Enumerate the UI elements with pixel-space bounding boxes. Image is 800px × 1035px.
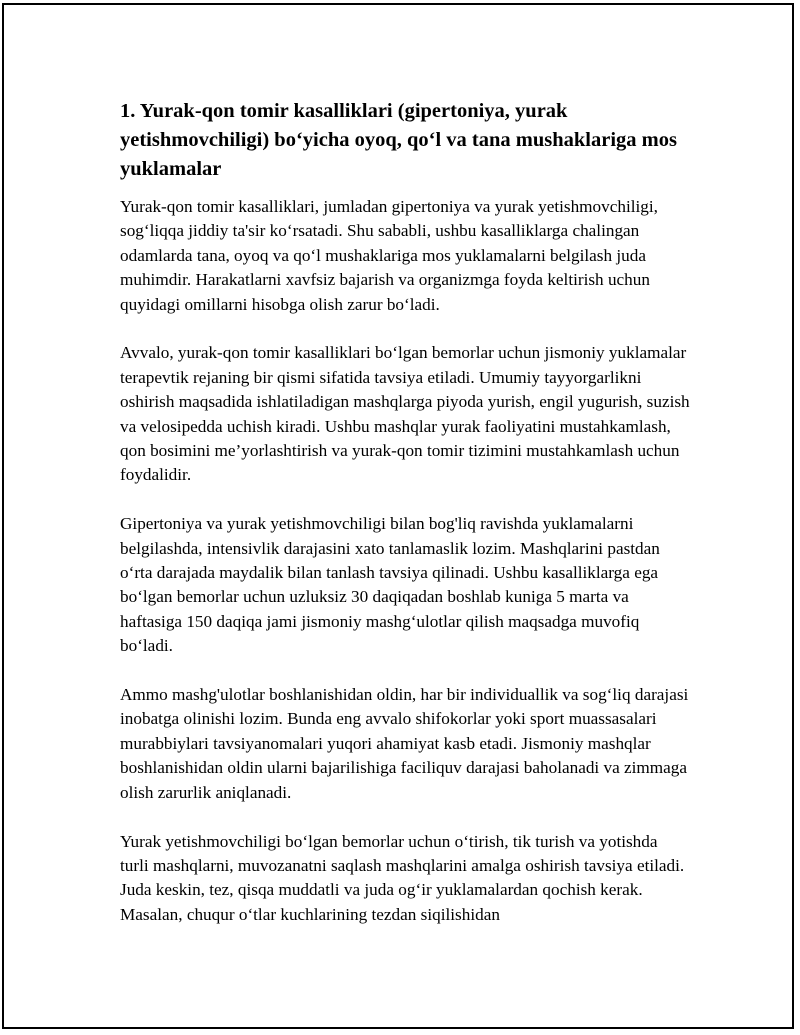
paragraph: Gipertoniya va yurak yetishmovchiligi bilan bog'liq ravishda yuklamalarni belgilashda, intensivlik darajasini xato tanlamaslik lozim. Mashqlarini pastdan o‘rta darajada maydalik bilan tanlash tavsiya qilinadi. Ushbu kasalliklarga ega bo‘lgan bemorlar uchun uzluksiz 30 daqiqadan boshlab kuniga 5 marta va haftasiga 150 daqiqa jami jismoniy mashg‘ulotlar qilish maqsadga muvofiq bo‘ladi.	[120, 514, 660, 656]
document-page	[2, 3, 794, 1029]
document-body	[120, 97, 690, 952]
paragraph: Avvalo, yurak-qon tomir kasalliklari bo‘lgan bemorlar uchun jismoniy yuklamalar terapevtik rejaning bir qismi sifatida tavsiya etiladi. Umumiy tayyorgarlikni oshirish maqsadida ishlatiladigan mashqlarga piyoda yurish, engil yugurish, suzish va velosipedda uchish kiradi. Ushbu mashqlar yurak faoliyatini mustahkamlash, qon bosimini me’yorlashtirish va yurak-qon tomir tizimini mustahkamlash uchun foydalidir.	[120, 343, 690, 485]
paragraph: Ammo mashg'ulotlar boshlanishidan oldin, har bir individuallik va sog‘liq darajasi inobatga olinishi lozim. Bunda eng avvalo shifokorlar yoki sport muassasalari murabbiylari tavsiyanomalari yuqori ahamiyat kasb etadi. Jismoniy mashqlar boshlanishidan oldin ularni bajarilishiga faciliquv darajasi baholanadi va zimmaga olish zarurlik aniqlanadi.	[120, 685, 689, 802]
paragraph: Yurak yetishmovchiligi bo‘lgan bemorlar uchun o‘tirish, tik turish va yotishda turli mashqlarni, muvozanatni saqlash mashqlarini amalga oshirish tavsiya etiladi. Juda keskin, tez, qisqa muddatli va juda og‘ir yuklamalardan qochish kerak. Masalan, chuqur o‘tlar kuchlarining tezdan siqilishidan	[120, 831, 685, 924]
section-heading: 1. Yurak-qon tomir kasalliklari (gipertoniya, yurak yetishmovchiligi) bo‘yicha oyoq, qo‘l va tana mushaklariga mos yuklamalar	[120, 100, 677, 180]
paragraph: Yurak-qon tomir kasalliklari, jumladan gipertoniya va yurak yetishmovchiligi, sog‘liqqa jiddiy ta'sir ko‘rsatadi. Shu sababli, ushbu kasalliklarga chalingan odamlarda tana, oyoq va qo‘l mushaklariga mos yuklamalarni belgilash juda muhimdir. Harakatlarni xavfsiz bajarish va organizmga foyda keltirish uchun quyidagi omillarni hisobga olish zarur bo‘ladi.	[120, 197, 658, 314]
